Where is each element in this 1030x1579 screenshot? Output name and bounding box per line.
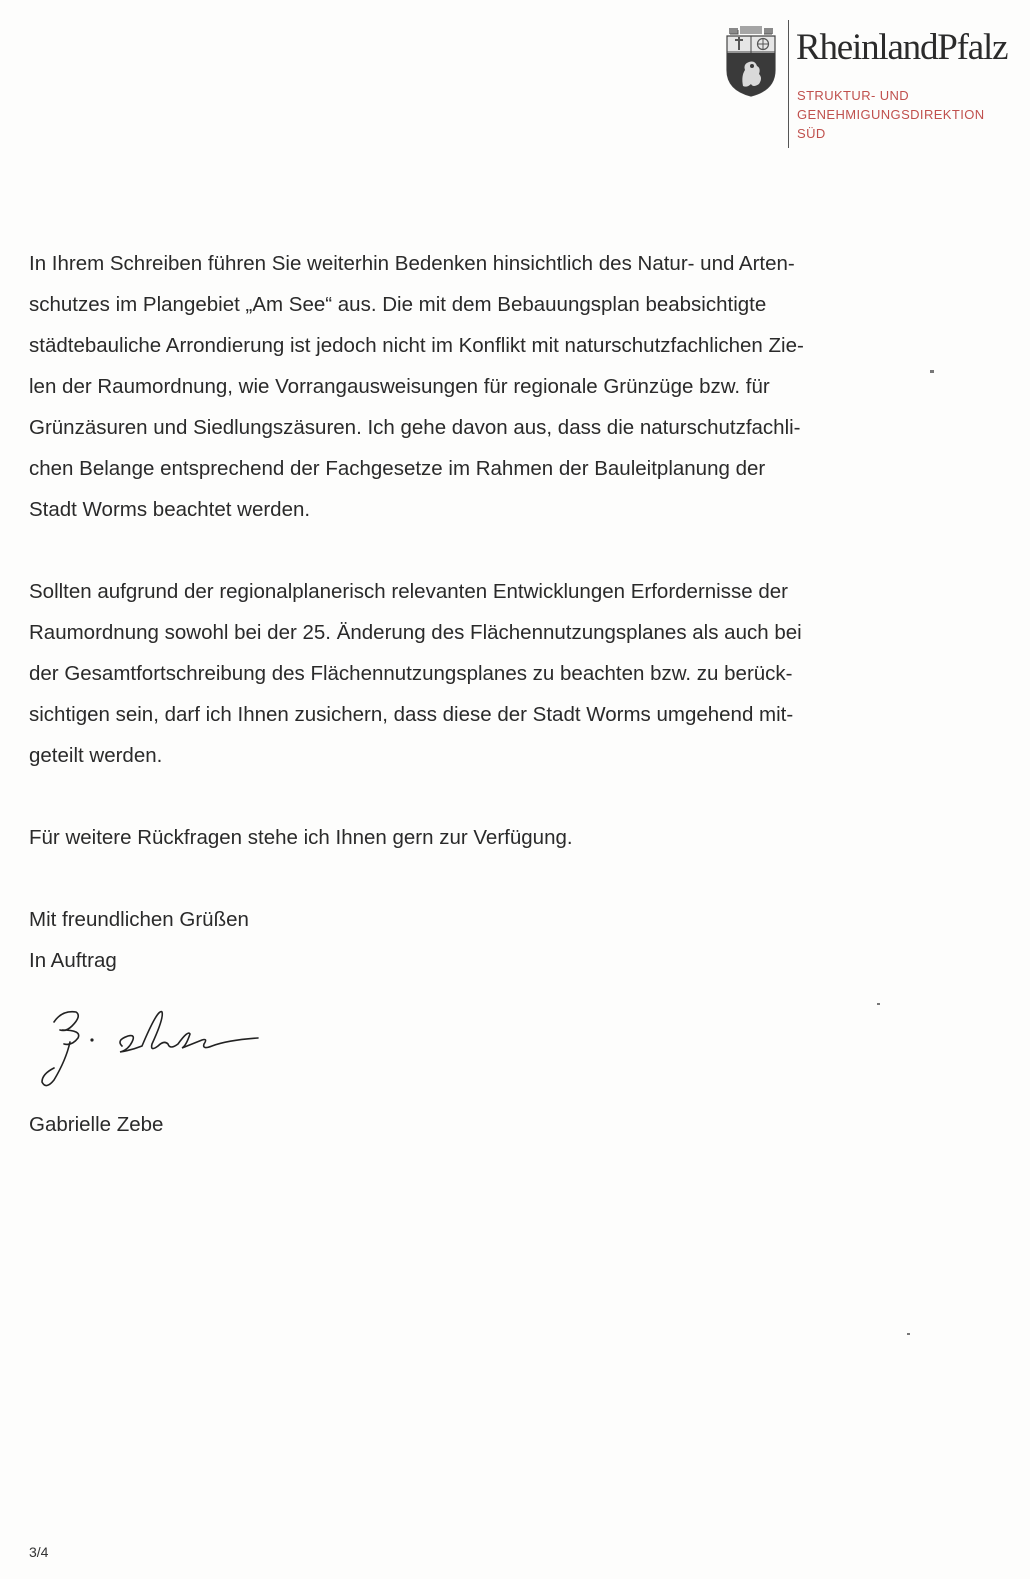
closing-block (29, 899, 249, 981)
agency-name (797, 86, 985, 143)
state-logotype: RheinlandPfalz (796, 27, 1008, 68)
coat-of-arms-icon (725, 26, 777, 98)
text-line: chen Belange entsprechend der Fachgesetze im Rahmen der Bauleitplanung der (29, 457, 766, 480)
closing-authority: In Auftrag (29, 949, 117, 972)
letterhead (725, 20, 1020, 150)
text-line: Stadt Worms beachtet werden. (29, 498, 311, 521)
scan-speck (907, 1333, 910, 1335)
text-line: Für weitere Rückfragen stehe ich Ihnen gern zur Verfügung. (29, 826, 573, 849)
text-line: Sollten aufgrund der regionalplanerisch relevanten Entwicklungen Erfordernisse der (29, 580, 788, 603)
agency-line: GENEHMIGUNGSDIREKTION (797, 107, 985, 122)
text-line: schutzes im Plangebiet „Am See“ aus. Die mit dem Bebauungsplan beabsichtigte (29, 293, 767, 316)
paragraph-spatial-planning (29, 571, 969, 776)
paragraph-further-questions (29, 817, 969, 858)
signer-name: Gabrielle Zebe (29, 1113, 164, 1136)
text-line: Grünzäsuren und Siedlungszäsuren. Ich gehe davon aus, dass die naturschutzfachli- (29, 416, 801, 439)
text-line: geteilt werden. (29, 744, 163, 767)
text-line: städtebauliche Arrondierung ist jedoch nicht im Konflikt mit naturschutzfachlichen Zie- (29, 334, 804, 357)
scan-speck (877, 1003, 880, 1005)
text-line: sichtigen sein, darf ich Ihnen zusichern, dass diese der Stadt Worms umgehend mit- (29, 703, 794, 726)
page-number: 3/4 (29, 1544, 49, 1560)
agency-line: STRUKTUR- UND (797, 88, 910, 103)
letterhead-divider (788, 20, 789, 148)
scan-speck (930, 370, 934, 373)
text-line: In Ihrem Schreiben führen Sie weiterhin Bedenken hinsichtlich des Natur- und Arten- (29, 252, 795, 275)
text-line: der Gesamtfortschreibung des Flächennutzungsplanes zu beachten bzw. zu berück- (29, 662, 793, 685)
text-line: len der Raumordnung, wie Vorrangausweisungen für regionale Grünzüge bzw. für (29, 375, 770, 398)
paragraph-nature-protection (29, 243, 969, 530)
letter-body (29, 243, 969, 858)
text-line: Raumordnung sowohl bei der 25. Änderung des Flächennutzungsplanes als auch bei (29, 621, 802, 644)
handwritten-signature (32, 1000, 272, 1095)
agency-line: SÜD (797, 126, 826, 141)
closing-greeting: Mit freundlichen Grüßen (29, 908, 249, 931)
